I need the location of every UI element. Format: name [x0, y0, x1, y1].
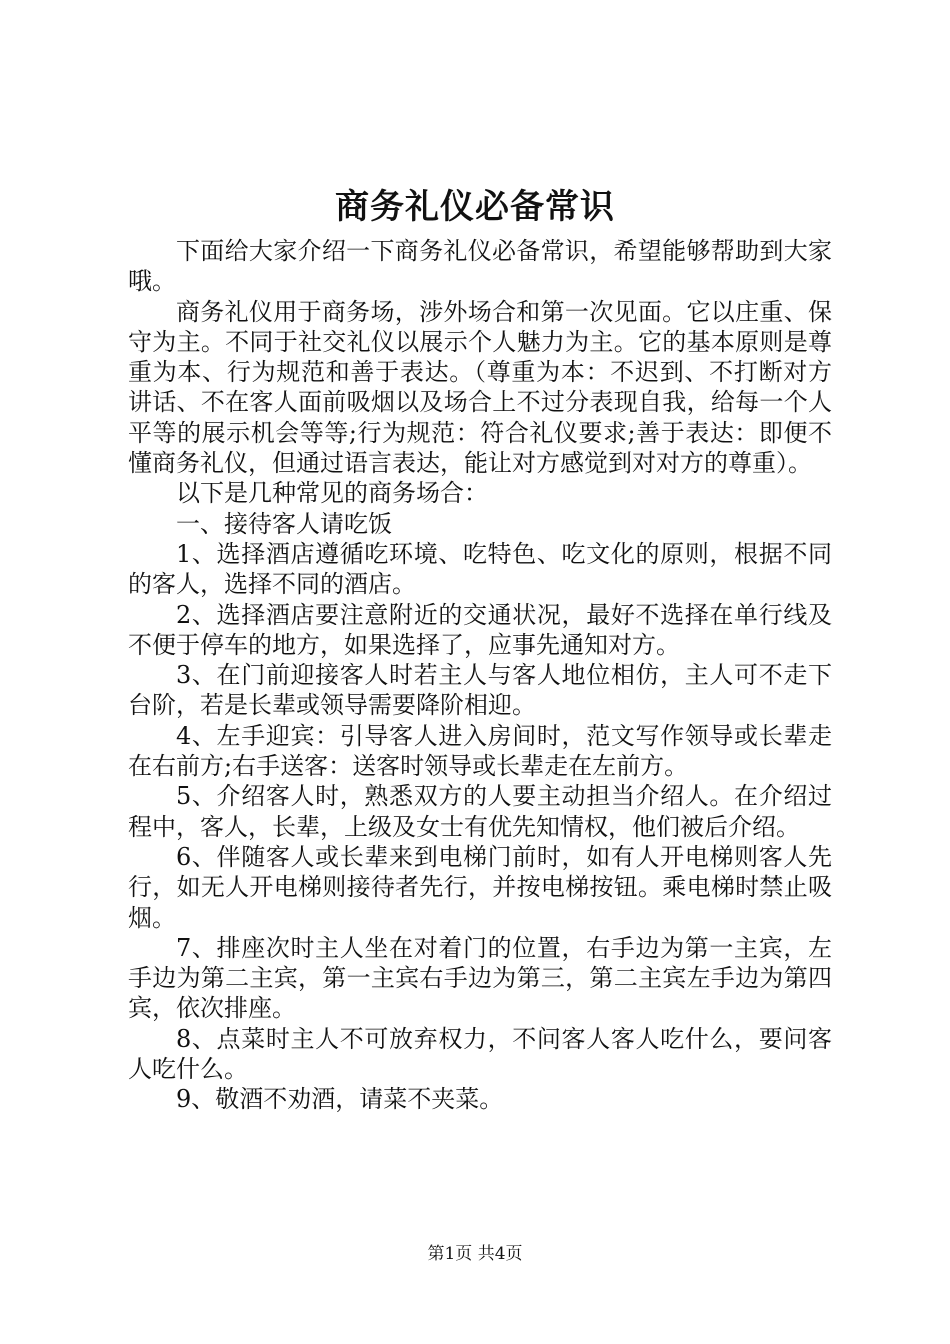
paragraph-intro: 下面给大家介绍一下商务礼仪必备常识，希望能够帮助到大家哦。 [128, 237, 832, 296]
list-item: 3、在门前迎接客人时若主人与客人地位相仿，主人可不走下台阶，若是长辈或领导需要降阶相迎。 [128, 661, 832, 720]
section-heading: 一、接待客人请吃饭 [176, 509, 392, 538]
list-item: 5、介绍客人时，熟悉双方的人要主动担当介绍人。在介绍过程中，客人，长辈，上级及女士有优先知情权，他们被后介绍。 [128, 782, 832, 841]
paragraph-overview: 商务礼仪用于商务场，涉外场合和第一次见面。它以庄重、保守为主。不同于社交礼仪以展示个人魅力为主。它的基本原则是尊重为本、行为规范和善于表达。（尊重为本：不迟到、不打断对方讲话、不在客人面前吸烟以及场合上不过分表现自我，给每一个人平等的展示机会等等;行为规范：符合礼仪要求;善于表达：即便不懂商务礼仪，但通过语言表达，能让对方感觉到对对方的尊重）。 [128, 297, 832, 478]
paragraph-occasions-intro: 以下是几种常见的商务场合： [176, 479, 488, 508]
document-body [128, 236, 832, 1115]
list-item: 7、排座次时主人坐在对着门的位置，右手边为第一主宾，左手边为第二主宾，第一主宾右手边为第三，第二主宾左手边为第四宾，依次排座。 [128, 933, 832, 1023]
list-item: 8、点菜时主人不可放弃权力，不问客人客人吃什么，要问客人吃什么。 [128, 1024, 832, 1084]
document-title: 商务礼仪必备常识 [335, 187, 615, 227]
list-item: 9、敬酒不劝酒，请菜不夹菜。 [176, 1085, 504, 1114]
page-footer: 第1页 共4页 [427, 1244, 523, 1264]
list-item: 1、选择酒店遵循吃环境、吃特色、吃文化的原则，根据不同的客人，选择不同的酒店。 [128, 539, 832, 599]
list-item: 6、伴随客人或长辈来到电梯门前时，如有人开电梯则客人先行，如无人开电梯则接待者先行，并按电梯按钮。乘电梯时禁止吸烟。 [128, 842, 832, 932]
list-item: 2、选择酒店要注意附近的交通状况，最好不选择在单行线及不便于停车的地方，如果选择了，应事先通知对方。 [128, 600, 832, 659]
list-item: 4、左手迎宾：引导客人进入房间时，范文写作领导或长辈走在右前方;右手送客：送客时领导或长辈走在左前方。 [128, 721, 832, 781]
